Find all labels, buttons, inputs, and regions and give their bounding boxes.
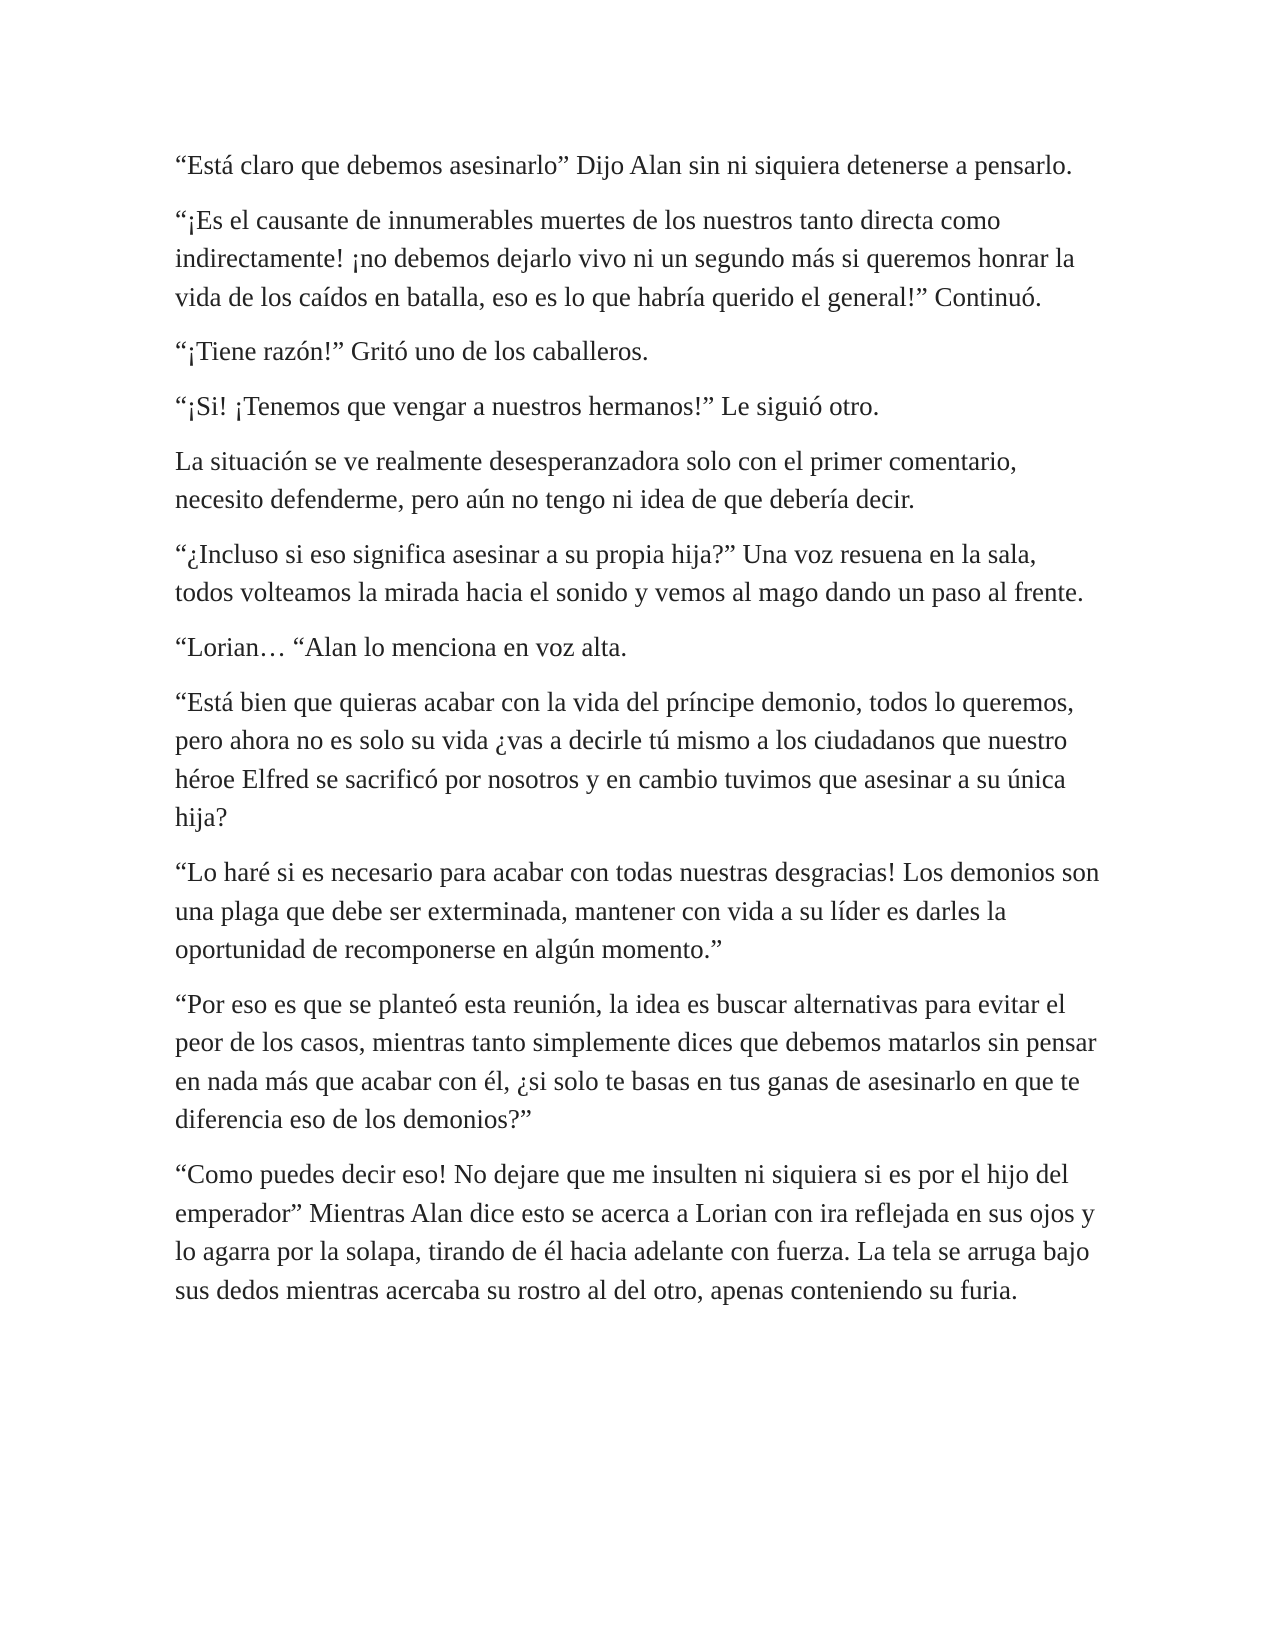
paragraph-7: “Lorian… “Alan lo menciona en voz alta. — [175, 631, 628, 662]
paragraph-9: “Lo haré si es necesario para acabar con todas nuestras desgracias! Los demonios son una plaga que debe ser exterminada, mantener con vida a su líder es darles la oportunidad de recomponerse en algún momento.” — [175, 856, 1100, 965]
paragraph-11: “Como puedes decir eso! No dejare que me insulten ni siquiera si es por el hijo del emperador” Mientras Alan dice esto se acerca a Lorian con ira reflejada en sus ojos y lo agarra por la solapa, tirando de él hacia adelante con fuerza. La tela se arruga bajo sus dedos mientras acercaba su rostro al del otro, apenas conteniendo su furia. — [175, 1159, 1095, 1305]
paragraph-8: “Está bien que quieras acabar con la vida del príncipe demonio, todos lo queremos, pero ahora no es solo su vida ¿vas a decirle tú mismo a los ciudadanos que nuestro héroe Elfred se sacrificó por nosotros y en cambio tuvimos que asesinar a su única hija? — [175, 686, 1074, 833]
paragraph-2: “¡Es el causante de innumerables muertes de los nuestros tanto directa como indirectamente! ¡no debemos dejarlo vivo ni un segundo más si queremos honrar la vida de los caídos en batalla, eso es lo que habría querido el general!” Continuó. — [175, 204, 1075, 312]
paragraph-4: “¡Si! ¡Tenemos que vengar a nuestros hermanos!” Le siguió otro. — [175, 390, 880, 421]
paragraph-5: La situación se ve realmente desesperanzadora solo con el primer comentario, necesito defenderme, pero aún no tengo ni idea de que debería decir. — [175, 445, 1017, 515]
paragraph-10: “Por eso es que se planteó esta reunión, la idea es buscar alternativas para evitar el peor de los casos, mientras tanto simplemente dices que debemos matarlos sin pensar en nada más que acabar con él, ¿si solo te basas en tus ganas de asesinarlo en que te diferencia eso de los demonios?” — [175, 988, 1097, 1135]
body-text — [175, 146, 1100, 1325]
paragraph-1: “Está claro que debemos asesinarlo” Dijo Alan sin ni siquiera detenerse a pensarlo. — [175, 150, 1073, 180]
paragraph-3: “¡Tiene razón!” Gritó uno de los caballeros. — [175, 336, 649, 367]
paragraph-6: “¿Incluso si eso significa asesinar a su propia hija?” Una voz resuena en la sala, todos volteamos la mirada hacia el sonido y vemos al mago dando un paso al frente. — [175, 538, 1084, 608]
